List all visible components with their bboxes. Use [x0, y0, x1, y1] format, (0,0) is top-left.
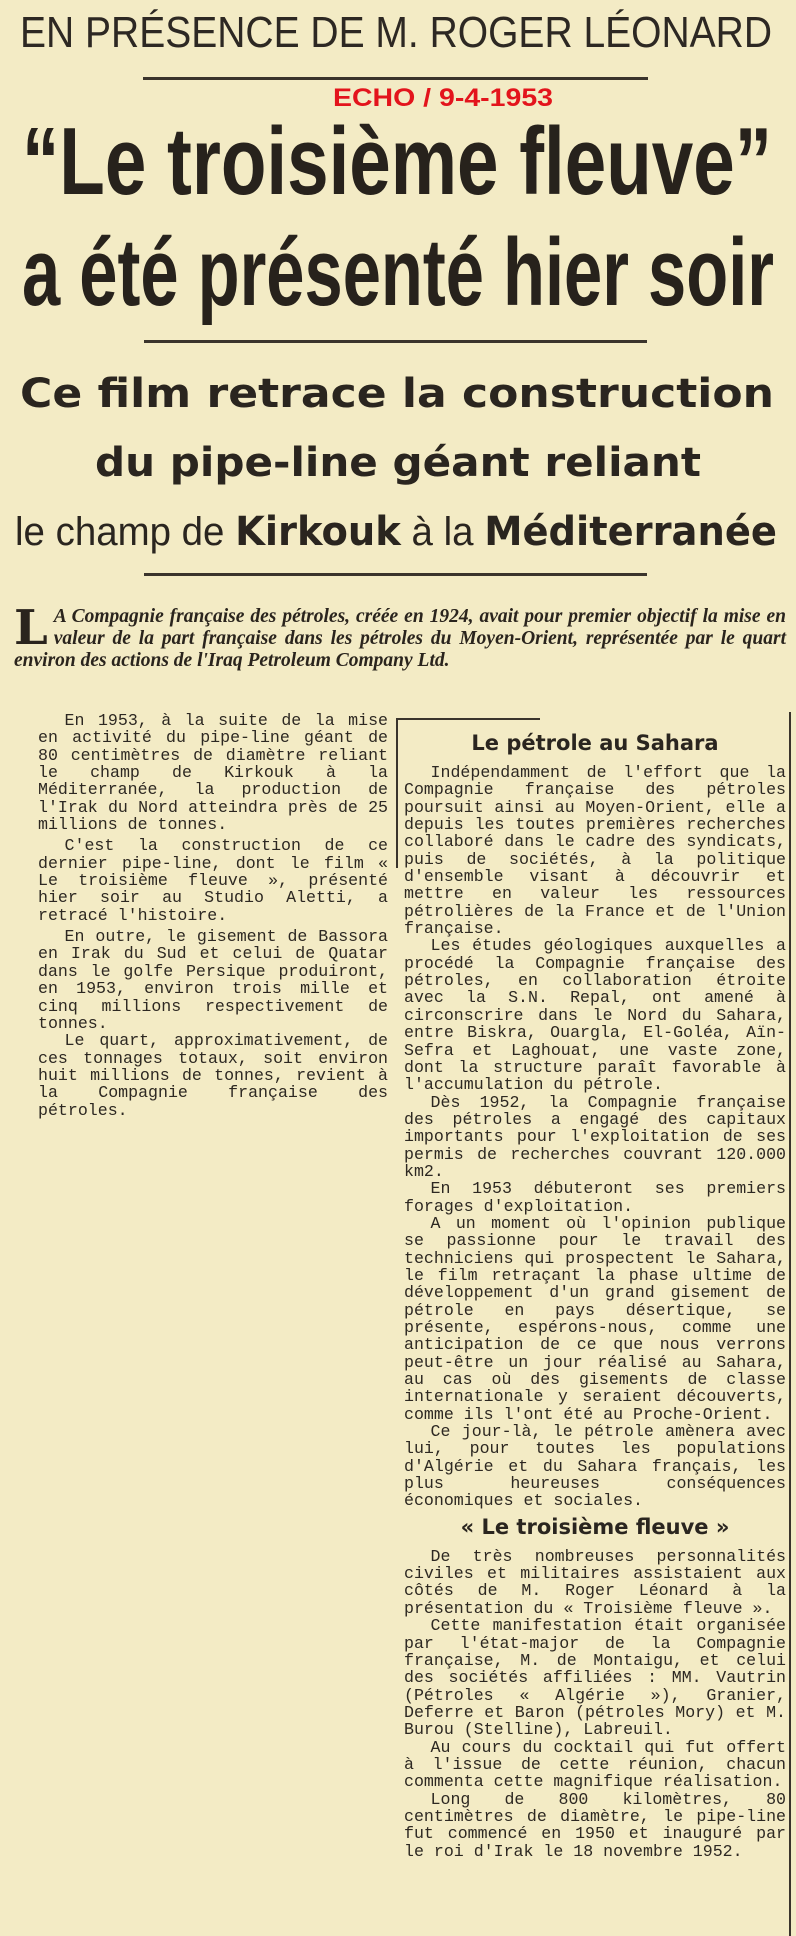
subhead-part: à la — [400, 510, 485, 554]
subhead-line-3 — [15, 510, 777, 554]
paragraph: De très nombreuses personnalités civiles et militaires assistaient aux côtés de M. Roger Léonard à la présentation du « Troisième fleuve ». — [404, 1546, 786, 1618]
divider — [143, 77, 648, 80]
headline-line-1: “Le troisième fleuve” — [22, 108, 772, 215]
subhead-line-2: du pipe-line géant reliant — [95, 440, 701, 486]
divider — [144, 573, 647, 576]
paragraph: Long de 800 kilomètres, 80 centimètres de diamètre, le pipe-line fut commencé en 1950 et inauguré par le roi d'Irak le 18 novembre 1952. — [404, 1789, 786, 1861]
section-heading-troisieme-fleuve: « Le troisième fleuve » — [460, 1514, 730, 1539]
subhead-line-1-box — [20, 372, 774, 416]
divider — [144, 340, 647, 343]
headline-line-2: a été présenté hier soir — [22, 219, 774, 326]
paragraph: Ce jour-là, le pétrole amènera avec lui, pour toutes les populations d'Algérie et du Sahara français, les plus heureuses conséquences économiques et sociales. — [404, 1422, 786, 1511]
paragraph: En outre, le gisement de Bassora en Irak du Sud et celui de Quatar dans le golfe Persique produiront, en 1953, environ trois mille et cinq millions respectivement de tonnes. — [38, 927, 388, 1033]
lead-text: A Compagnie française des pétroles, créée en 1924, avait pour premier objectif la mise en valeur de la part française dans les pétroles du Moyen-Orient, représentée par le quart environ des actions de l'Iraq Petroleum Company Ltd. — [14, 606, 786, 671]
headline-line-2-box — [22, 219, 774, 326]
paragraph: Le quart, approximativement, de ces tonnages totaux, soit environ huit millions de tonnes, revient à la Compagnie française des pétroles. — [38, 1031, 388, 1120]
subhead-line-3-box — [15, 510, 777, 554]
subhead-mediterranee: Méditerranée — [484, 509, 777, 555]
box-right-rule — [789, 712, 791, 1936]
paragraph: A un moment où l'opinion publique se passionne pour le travail des techniciens qui prospectent le Sahara, le film retraçant la phase ultime de développement d'un grand gisement de pétrole en pays désertique, se présente, espérons-nous, comme une anticipation de ce que nous verrons peut-être un jour réalisé au Sahara, au cas où des gisements de classe internationale y seraient découverts, comme ils l'ont été au Proche-Orient. — [404, 1213, 786, 1424]
column-rule — [396, 718, 398, 868]
subhead-part: le champ de — [15, 510, 236, 554]
paragraph: Au cours du cocktail qui fut offert à l'issue de cette réunion, chacun commenta cette magnifique réalisation. — [404, 1737, 786, 1792]
lead-paragraph — [14, 600, 786, 672]
box-top-rule — [398, 718, 540, 720]
paragraph: Cette manifestation était organisée par l'état-major de la Compagnie française, M. de Montaigu, et celui des sociétés affiliées : MM. Vautrin (Pétroles « Algérie »), Granier, Deferre et Baron (pétroles Mory) et M. Burou (Stelline), Labreuil. — [404, 1616, 786, 1740]
subhead-kirkouk: Kirkouk — [235, 509, 401, 555]
kicker: EN PRÉSENCE DE M. ROGER LÉONARD — [20, 8, 772, 57]
paragraph: Indépendamment de l'effort que la Compagnie française des pétroles poursuit ainsi au Moyen-Orient, elle a depuis les toutes premières recherches collaboré dans le cadre des syndicats, puis de sociétés, à la politique d'ensemble visant à découvrir et mettre en valeur les ressources pétrolières de la France et de l'Union française. — [404, 763, 786, 939]
right-column — [404, 726, 786, 1860]
paragraph: En 1953, à la suite de la mise en activité du pipe-line géant de 80 centimètres de diamètre reliant le champ de Kirkouk à la Méditerranée, la production de l'Irak du Nord atteindra près de 25 millions de tonnes. — [38, 711, 388, 835]
paragraph: Les études géologiques auxquelles a procédé la Compagnie française des pétroles, en collaboration étroite avec la S.N. Repal, ont amené à circonscrire dans le Nord du Sahara, entre Biskra, Ouargla, El-Goléa, Aïn-Sefra et Laghouat, une vaste zone, dont la structure paraît favorable à l'accumulation du pétrole. — [404, 936, 786, 1095]
paragraph: Dès 1952, la Compagnie française des pétroles a engagé des capitaux importants pour l'exploitation de ses permis de recherches couvrant 120.000 km2. — [404, 1092, 786, 1181]
section-heading-sahara: Le pétrole au Sahara — [471, 731, 719, 755]
paragraph: C'est la construction de ce dernier pipe-line, dont le film « Le troisième fleuve », présenté hier soir au Studio Aletti, a retracé l'histoire. — [38, 836, 388, 925]
source-date-stamp: ECHO / 9-4-1953 — [333, 84, 553, 112]
subhead-line-2-box — [95, 441, 701, 485]
kicker-box — [20, 10, 772, 56]
drop-cap: L — [14, 600, 48, 656]
left-column — [38, 712, 388, 1119]
paragraph: En 1953 débuteront ses premiers forages d'exploitation. — [404, 1179, 786, 1216]
headline-line-1-box — [22, 108, 772, 215]
subhead-line-1: Ce film retrace la construction — [20, 371, 774, 417]
